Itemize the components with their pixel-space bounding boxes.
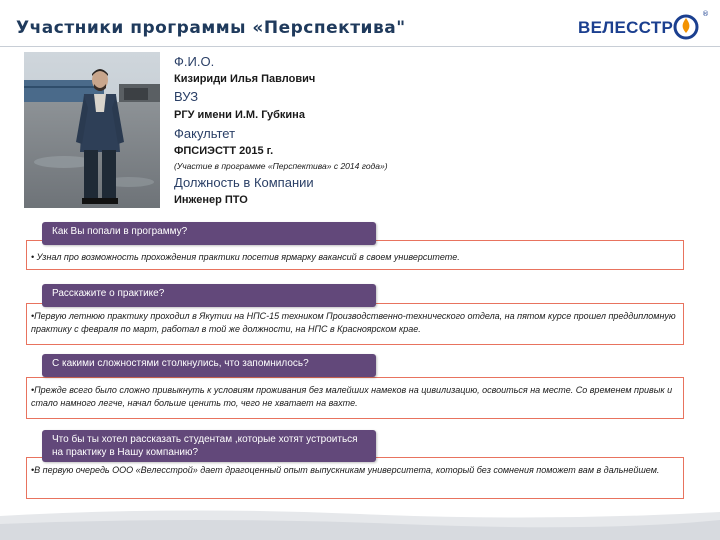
faculty-note: (Участие в программе «Перспектива» с 2014 года») bbox=[174, 161, 388, 171]
answer-text-2: •Первую летнюю практику проходил в Якутии на НПС-15 техником Производственно-технического отдела, на пятом курсе прошел преддипломную практику с февраля по март, работал в той же должности, на НПС в Красноярском крае. bbox=[31, 311, 676, 334]
question-4: Что бы ты хотел рассказать студентам ,которые хотят устроиться на практику в Нашу компанию? bbox=[42, 430, 376, 462]
question-3: С какими сложностями столкнулись, что запомнилось? bbox=[42, 354, 376, 377]
name-value: Кизириди Илья Павлович bbox=[174, 73, 316, 85]
logo-drop-icon bbox=[672, 12, 700, 40]
position-value: Инженер ПТО bbox=[174, 194, 248, 206]
footer-wave-band bbox=[0, 506, 720, 540]
faculty-value: ФПСИЭСТТ 2015 г. bbox=[174, 145, 274, 157]
university-label: ВУЗ bbox=[174, 89, 199, 104]
logo-text: ВЕЛЕССТР bbox=[578, 18, 674, 37]
answer-box-3 bbox=[26, 377, 684, 419]
position-label: Должность в Компании bbox=[174, 175, 314, 190]
answer-box-4 bbox=[26, 457, 684, 499]
company-logo bbox=[578, 10, 710, 42]
participant-photo bbox=[24, 52, 160, 208]
answer-box-2 bbox=[26, 303, 684, 345]
university-value: РГУ имени И.М. Губкина bbox=[174, 109, 305, 121]
name-label: Ф.И.О. bbox=[174, 54, 215, 69]
logo-registered-mark: ® bbox=[702, 10, 709, 18]
title-divider bbox=[0, 46, 720, 47]
faculty-label: Факультет bbox=[174, 126, 236, 141]
page-title: Участники программы «Перспектива" bbox=[16, 18, 406, 38]
answer-text-1: • Узнал про возможность прохождения практики посетив ярмарку вакансий в своем университете. bbox=[31, 252, 460, 262]
question-2: Расскажите о практике? bbox=[42, 284, 376, 307]
question-1: Как Вы попали в программу? bbox=[42, 222, 376, 245]
answer-text-3: •Прежде всего было сложно привыкнуть к условиям проживания без малейших намеков на цивилизацию, освоиться на месте. Со временем привык и стало намного легче, начал больше ценить то, чего не хватает на вахте. bbox=[31, 385, 673, 408]
answer-text-4: •В первую очередь ООО «Велесстрой» дает драгоценный опыт выпускникам университета, который без сомнения поможет вам в дальнейшем. bbox=[31, 465, 660, 475]
